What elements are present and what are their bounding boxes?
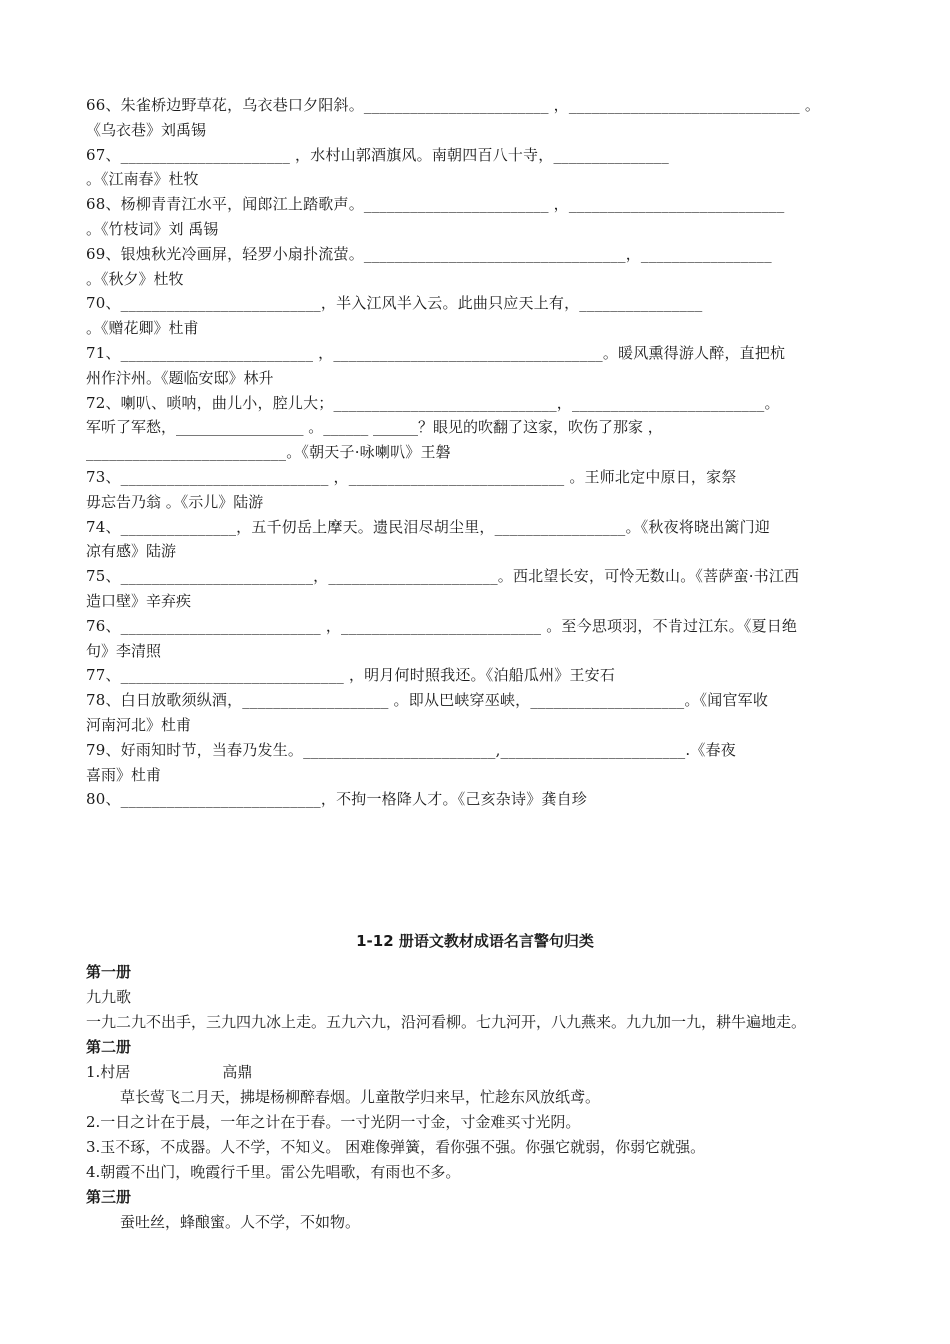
- exercise-line: 80、__________________________，不拘一格降人才。《己亥杂诗》龚自珍: [86, 790, 587, 809]
- exercise-source: 喜雨》杜甫: [86, 765, 162, 784]
- exercise-79: [86, 738, 886, 788]
- exercise-70: [86, 291, 886, 341]
- exercise-69: [86, 242, 886, 292]
- exercise-line: 67、______________________ ，水村山郭酒旗风。南朝四百八十寺，_______________: [86, 145, 669, 164]
- book2-item-3: 3.玉不琢，不成器。人不学，不知义。 困难像弹簧，看你强不强。你强它就弱，你弱它就强。: [86, 1138, 706, 1156]
- book3-item-1: 蚕吐丝，蜂酿蜜。人不学，不如物。: [120, 1213, 361, 1231]
- exercise-source: 凉有感》陆游: [86, 542, 177, 561]
- exercise-line: 77、_____________________________ ，明月何时照我还。《泊船瓜州》王安石: [86, 666, 616, 685]
- exercise-line: 76、__________________________ ，__________________________ 。至今思项羽，不肯过江东。《夏日绝: [86, 616, 798, 635]
- book2-poem-header: [86, 1060, 886, 1085]
- exercise-76: [86, 614, 886, 664]
- exercise-source: 。《秋夕》杜牧: [86, 269, 184, 288]
- exercise-line: 70、__________________________，半入江风半入云。此曲只应天上有，________________: [86, 294, 703, 313]
- exercise-source: 毋忘告乃翁 。《示儿》陆游: [86, 492, 264, 511]
- exercise-75: [86, 564, 886, 614]
- book1-poem-title: 九九歌: [86, 988, 132, 1006]
- exercise-source: 。《江南春》杜牧: [86, 170, 199, 189]
- exercise-68: [86, 192, 886, 242]
- exercise-line: 71、_________________________ ，___________________________________。暖风熏得游人醉，直把杭: [86, 343, 786, 362]
- exercise-73: [86, 465, 886, 515]
- exercise-line: 66、朱雀桥边野草花，乌衣巷口夕阳斜。________________________ ，______________________________ 。: [86, 96, 821, 114]
- exercise-source: 。《赠花卿》杜甫: [86, 319, 199, 338]
- book2-poem-title: 1.村居: [86, 1063, 131, 1081]
- exercise-78: [86, 688, 886, 738]
- exercise-source: 《乌衣巷》刘禹锡: [86, 120, 207, 139]
- exercise-71: [86, 341, 886, 391]
- exercise-source: 句》李清照: [86, 641, 162, 660]
- exercise-source: __________________________。《朝天子·咏喇叭》王磐: [86, 443, 451, 462]
- exercise-67: [86, 143, 886, 193]
- book2-item-2: 2.一日之计在于晨，一年之计在于春。一寸光阴一寸金，寸金难买寸光阴。: [86, 1113, 581, 1131]
- exercise-line: 72、喇叭、唢呐，曲儿小，腔儿大；_____________________________，_________________________。: [86, 393, 780, 412]
- exercise-line: 75、_________________________，______________________。西北望长安，可怜无数山。《菩萨蛮·书江西: [86, 567, 800, 586]
- section-title: 1-12 册语文教材成语名言警句归类: [356, 932, 594, 950]
- exercise-line: 79、好雨知时节，当春乃发生。_________________________,________________________.《春夜: [86, 740, 736, 759]
- book3-heading: 第三册: [86, 1188, 132, 1206]
- exercise-74: [86, 515, 886, 565]
- exercise-72: [86, 391, 886, 465]
- book2-poem-text: 草长莺飞二月天，拂堤杨柳醉春烟。儿童散学归来早，忙趁东风放纸鸢。: [120, 1088, 601, 1106]
- exercise-source: 。《竹枝词》刘 禹锡: [86, 219, 219, 238]
- exercise-80: [86, 787, 886, 812]
- exercise-line: 74、_______________，五千仞岳上摩天。遗民泪尽胡尘里，_________________。《秋夜将晓出篱门迎: [86, 517, 770, 536]
- exercise-source: 州作汴州。《题临安邸》林升: [86, 368, 274, 387]
- exercise-line: 78、白日放歌须纵酒，___________________ 。即从巴峡穿巫峡，____________________。《闻官军收: [86, 691, 769, 710]
- book2-poem-author: 高鼎: [222, 1063, 253, 1081]
- exercise-list: [86, 93, 886, 812]
- exercise-66: [86, 93, 886, 143]
- book2-item-4: 4.朝霞不出门，晚霞行千里。雷公先唱歌，有雨也不多。: [86, 1163, 461, 1181]
- exercise-source: 造口壁》辛弃疾: [86, 591, 192, 610]
- book1-heading: 第一册: [86, 963, 132, 981]
- exercise-line: 68、杨柳青青江水平，闻郎江上踏歌声。________________________ ，____________________________: [86, 195, 785, 214]
- books-section: [86, 960, 886, 1235]
- exercise-line: 73、___________________________ ，____________________________ 。王师北定中原日，家祭: [86, 467, 737, 486]
- book2-heading: 第二册: [86, 1038, 132, 1056]
- exercise-line: 69、银烛秋光冷画屏，轻罗小扇扑流萤。__________________________________，_________________: [86, 244, 772, 263]
- exercise-77: [86, 663, 886, 688]
- exercise-line-continued: 军听了军愁，_________________ 。______ ______？眼见的吹翻了这家，吹伤了那家 ，: [86, 418, 663, 437]
- book1-poem-text: 一九二九不出手，三九四九冰上走。五九六九，沿河看柳。七九河开，八九燕来。九九加一九，耕牛遍地走。: [86, 1013, 807, 1031]
- exercise-source: 河南河北》杜甫: [86, 715, 192, 734]
